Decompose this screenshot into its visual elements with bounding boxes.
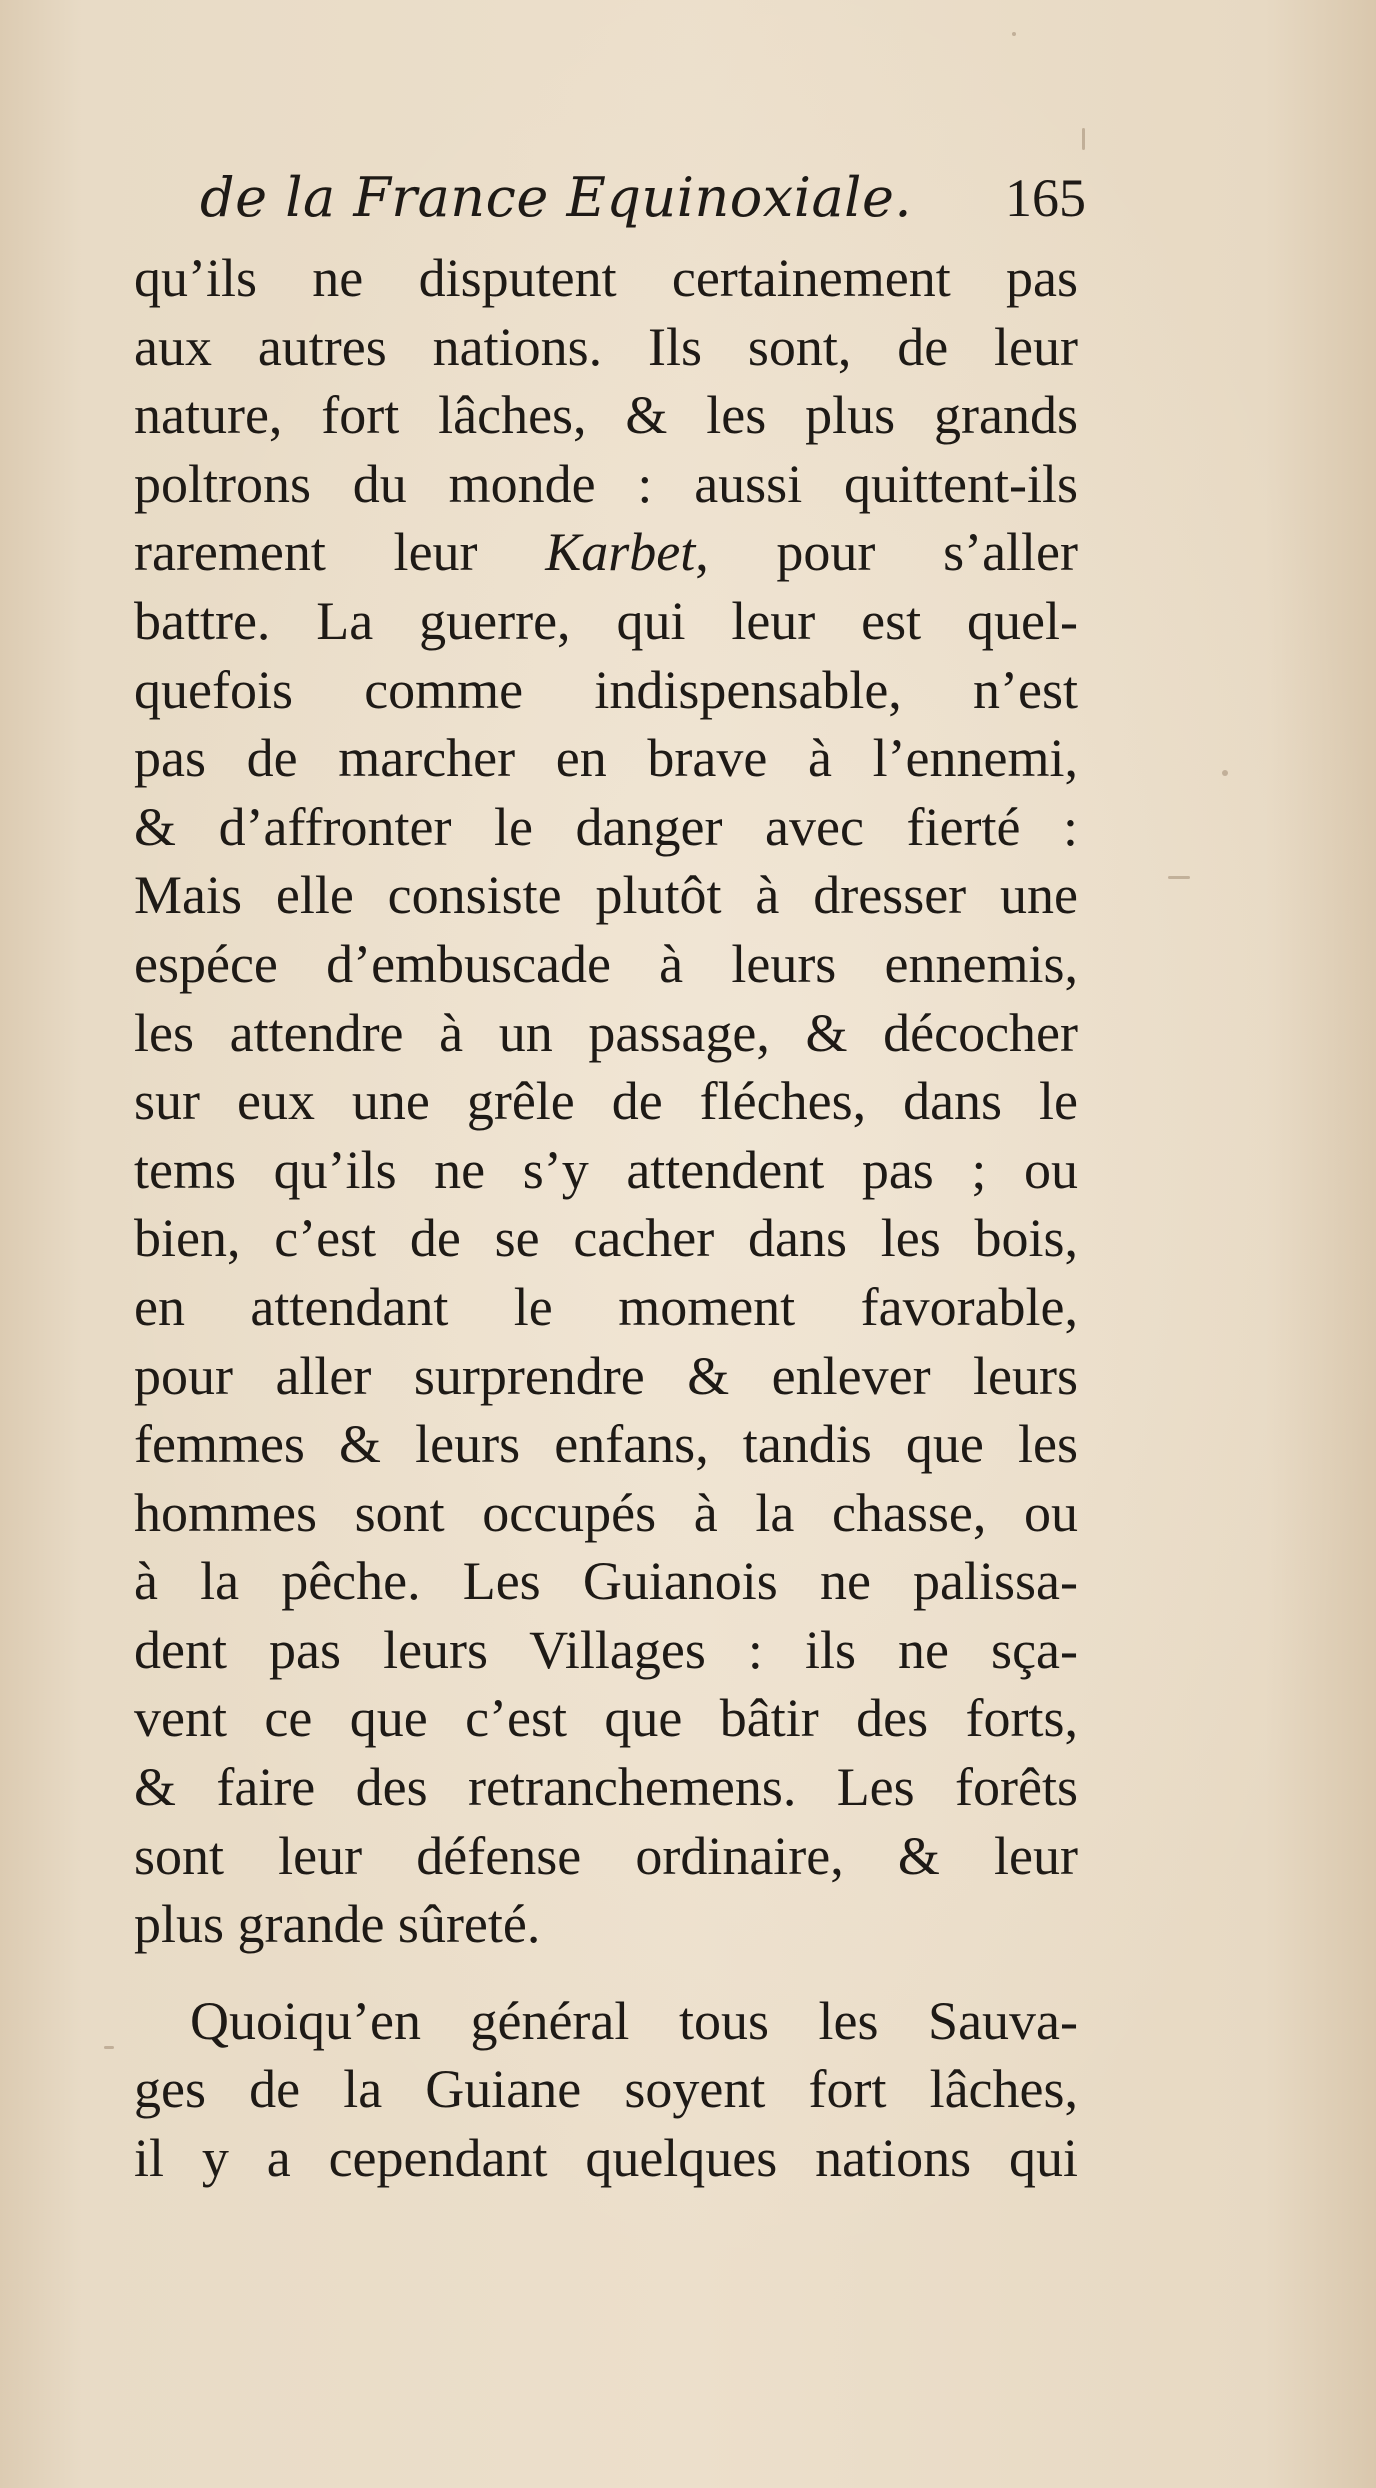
- text-line: en attendant le moment favorable,: [134, 1276, 1078, 1337]
- text-line: sont leur défense ordinaire, & leur: [134, 1825, 1078, 1886]
- text-line: ges de la Guiane soyent fort lâches,: [134, 2059, 1078, 2120]
- text-line: & faire des retranchemens. Les forêts: [134, 1757, 1078, 1818]
- italic-word: Karbet: [545, 522, 696, 583]
- paper-spot: [1012, 32, 1016, 36]
- text-line: hommes sont occupés à la chasse, ou: [134, 1482, 1078, 1543]
- text-line: Quoiqu’en général tous les Sauva-: [190, 1990, 1078, 2051]
- text-segment: , pour s’aller: [695, 522, 1078, 583]
- text-line: plus grande sûreté.: [134, 1894, 541, 1955]
- text-line: pour aller surprendre & enlever leurs: [134, 1345, 1078, 1406]
- running-title: de la France Equinoxiale.: [200, 166, 913, 229]
- text-line: quefois comme indispensable, n’est: [134, 659, 1078, 720]
- text-line: sur eux une grêle de fléches, dans le: [134, 1071, 1078, 1132]
- text-line: vent ce que c’est que bâtir des forts,: [134, 1688, 1078, 1749]
- text-line: qu’ils ne disputent certainement pas: [134, 248, 1078, 308]
- paper-spot: [1082, 128, 1085, 150]
- text-line: bien, c’est de se cacher dans les bois,: [134, 1208, 1078, 1269]
- running-head: [200, 158, 1086, 238]
- paragraph-gap: [134, 1959, 1078, 1987]
- text-line: espéce d’embuscade à leurs ennemis,: [134, 933, 1078, 994]
- text-line: nature, fort lâches, & les plus grands: [134, 385, 1078, 446]
- text-line: Mais elle consiste plutôt à dresser une: [134, 865, 1078, 926]
- text-line: il y a cependant quelques nations qui: [134, 2128, 1078, 2189]
- text-line: battre. La guerre, qui leur est quel-: [134, 590, 1078, 651]
- text-line: femmes & leurs enfans, tandis que les: [134, 1414, 1078, 1475]
- text-line: tems qu’ils ne s’y attendent pas ; ou: [134, 1139, 1078, 1200]
- text-segment: rarement leur: [134, 522, 546, 583]
- text-line: & d’affronter le danger avec fierté :: [134, 796, 1078, 857]
- text-line: pas de marcher en brave à l’ennemi,: [134, 728, 1078, 789]
- text-line: poltrons du monde : aussi quittent-ils: [134, 453, 1078, 514]
- text-line: aux autres nations. Ils sont, de leur: [134, 316, 1078, 377]
- paper-spot: [104, 2046, 114, 2049]
- paper-spot: [1168, 876, 1190, 879]
- page-number: 165: [1005, 168, 1086, 228]
- text-line: les attendre à un passage, & décocher: [134, 1002, 1078, 1063]
- text-line: à la pêche. Les Guianois ne palissa-: [134, 1551, 1078, 1612]
- text-line: [134, 518, 1078, 587]
- paper-spot: [1222, 770, 1228, 776]
- text-line: dent pas leurs Villages : ils ne sça-: [134, 1619, 1078, 1680]
- body-text: [134, 244, 1078, 2193]
